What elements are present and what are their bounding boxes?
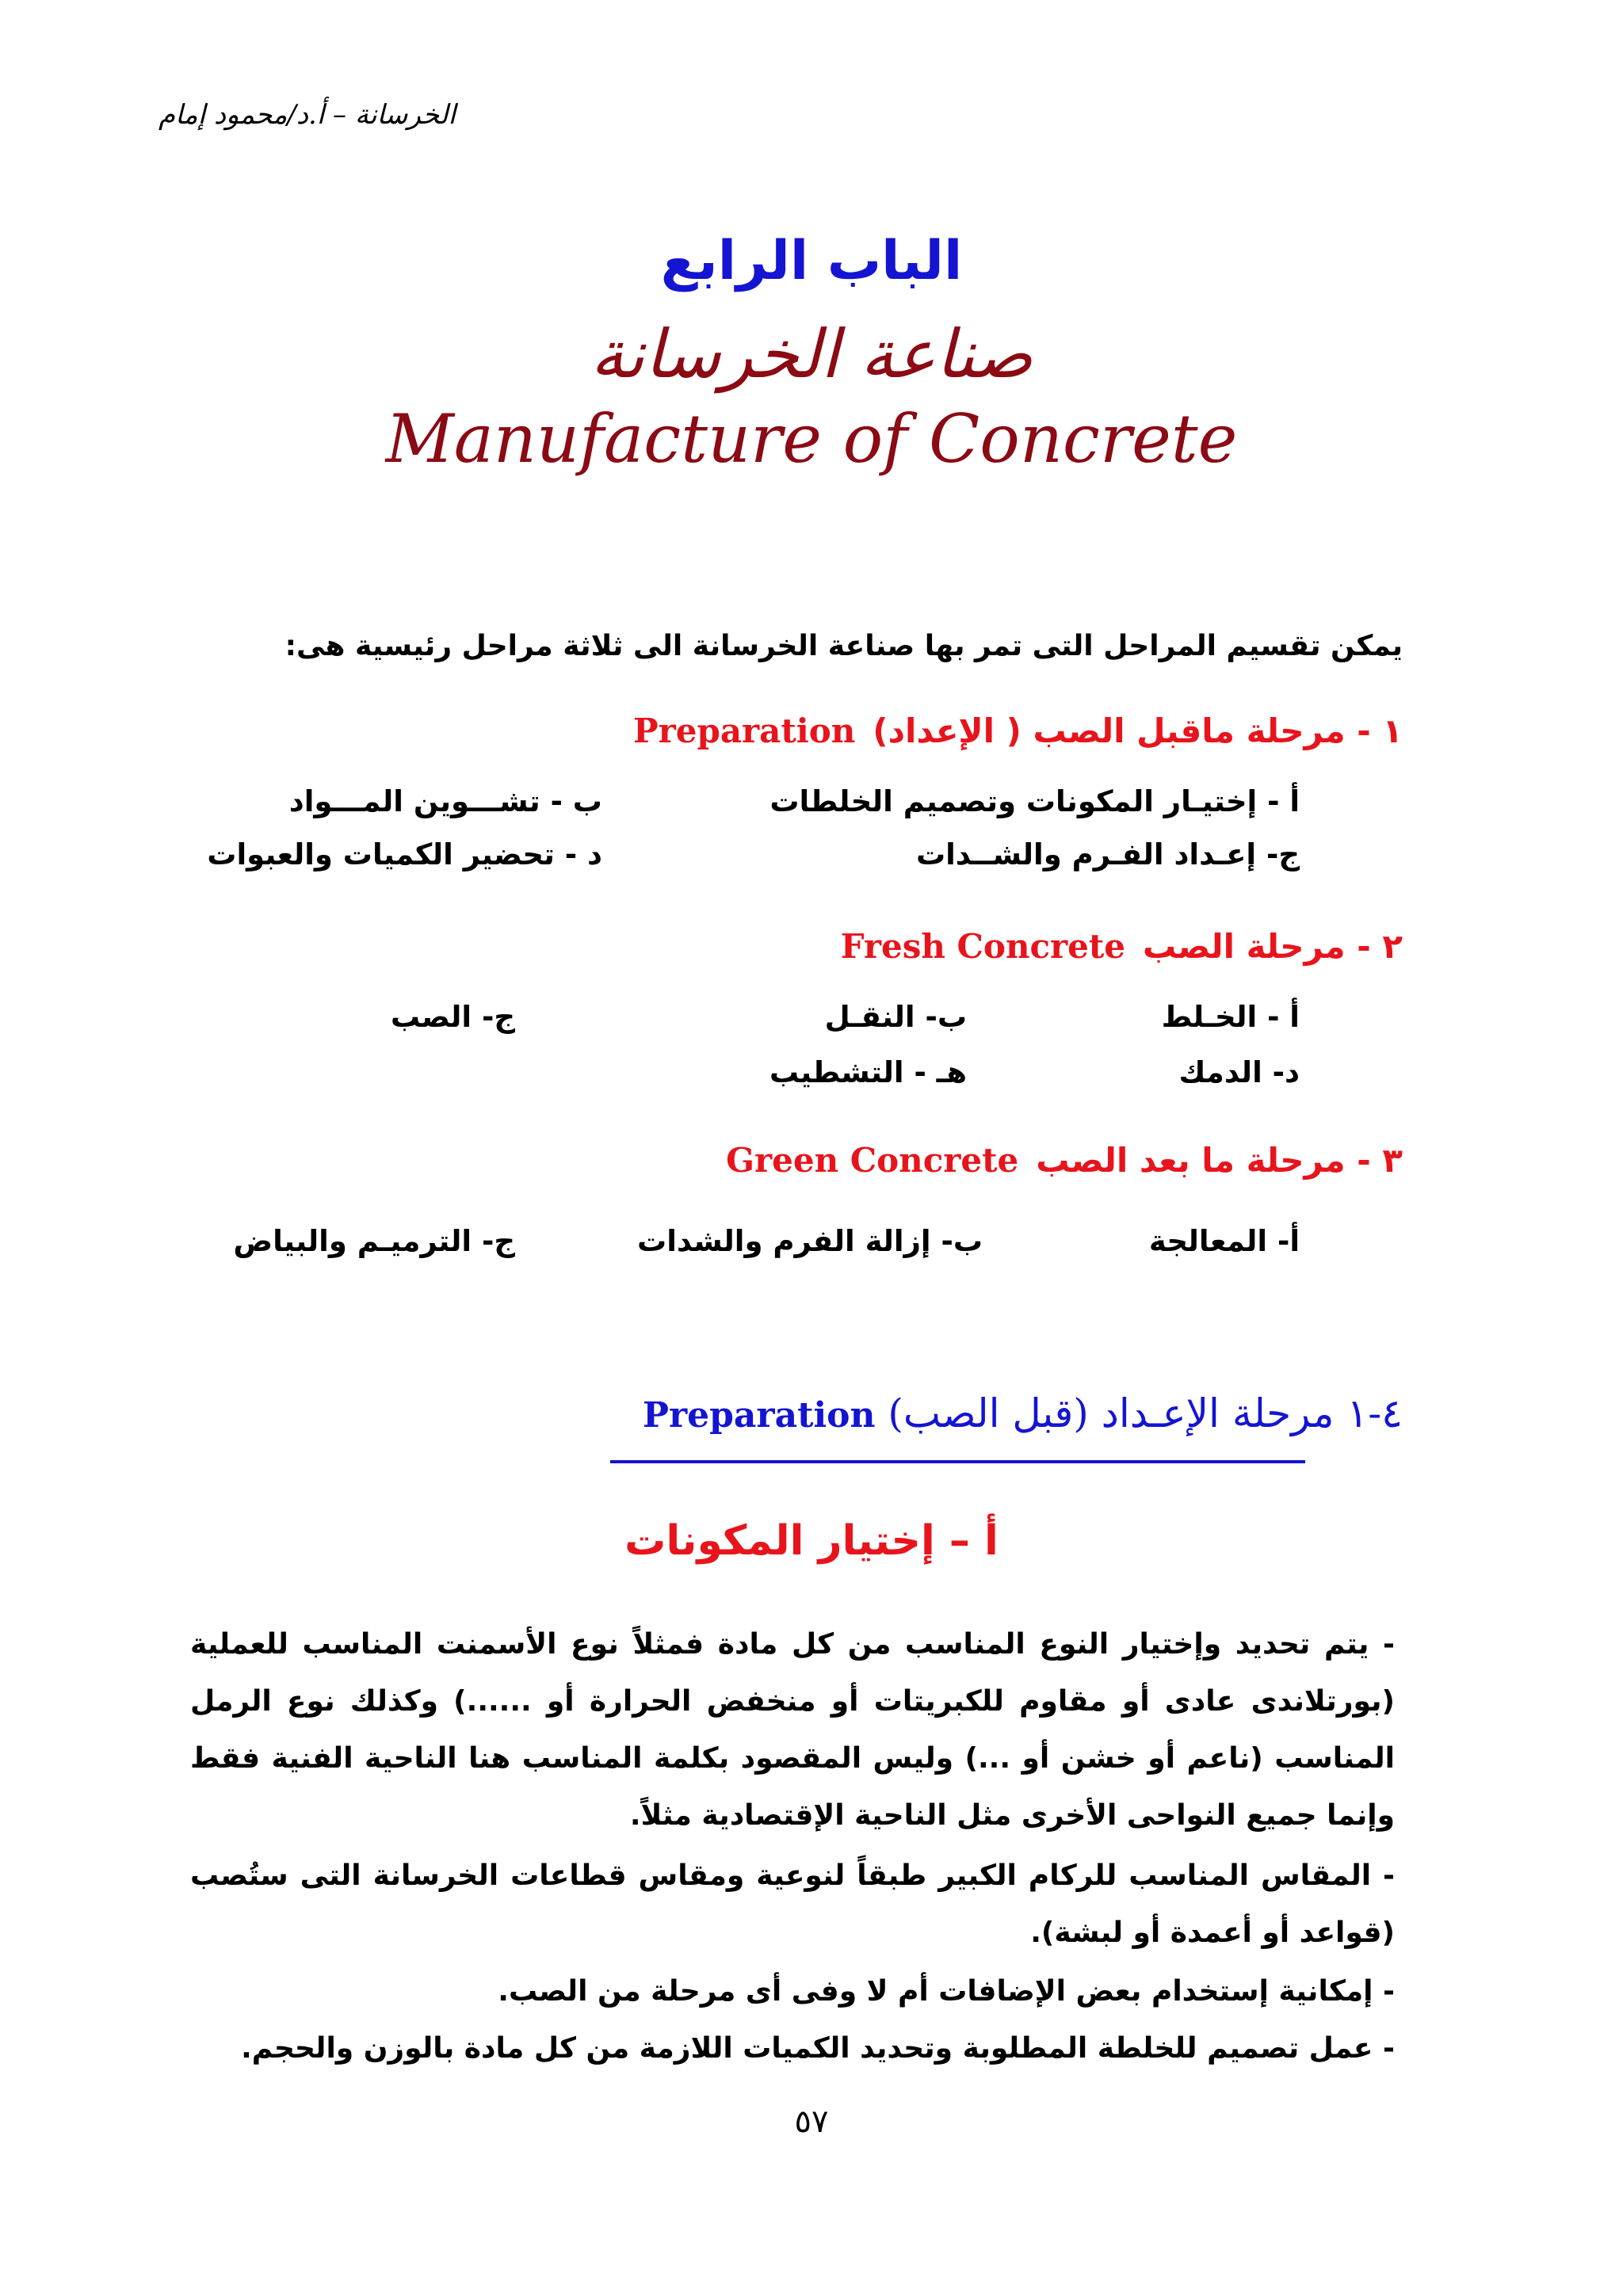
stage-2-item: أ - الخـلط	[1161, 1000, 1300, 1034]
section-heading-arabic: ٤-١ مرحلة الإعـداد (قبل الصب)	[888, 1390, 1403, 1436]
section-underline	[610, 1460, 1305, 1463]
chapter-title-arabic: صناعة الخرسانة	[590, 315, 1033, 393]
stage-3-item: ج- الترميـم والبياض	[233, 1224, 515, 1258]
section-heading-english: Preparation	[642, 1395, 876, 1436]
stage-1-item: ب - تشـــوين المـــواد	[288, 784, 602, 818]
stage-2-label: ٢ - مرحلة الصب	[1143, 927, 1403, 966]
page-number: ٥٧	[794, 2103, 829, 2140]
stage-3-label-en: Green Concrete	[726, 1141, 1019, 1180]
section-heading	[610, 1390, 1403, 1436]
bullet-item: - يتم تحديد وإختيار النوع المناسب من كل مادة فمثلاً نوع الأسمنت المناسب للعملية (بورتلاندى عادى أو مقاوم للكبريتات أو منخفض الحرارة أو ......) وكذلك نوع الرمل المناسب (ناعم أو خشن أو ...) وليس المقصود بكلمة المناسب هنا الناحية الفنية فقط وإنما جميع النواحى الأخرى مثل الناحية الإقتصادية مثلاً.	[190, 1628, 1395, 1832]
stage-1-item: د - تحضير الكميات والعبوات	[207, 837, 602, 871]
bullet-item: - إمكانية إستخدام بعض الإضافات أم لا وفى أى مرحلة من الصب.	[498, 1975, 1395, 2008]
stage-1-label: ١ - مرحلة ماقبل الصب ( الإعداد)	[873, 711, 1403, 750]
bullet-item: - عمل تصميم للخلطة المطلوبة وتحديد الكميات اللازمة من كل مادة بالوزن والحجم.	[241, 2032, 1395, 2065]
stage-3-item: ب- إزالة الفرم والشدات	[637, 1224, 983, 1258]
stage-1-item: ج- إعـداد الفـرم والشــدات	[915, 837, 1300, 871]
running-header: الخرسانة – أ.د/محمود إمام	[158, 99, 456, 131]
intro-paragraph: يمكن تقسيم المراحل التى تمر بها صناعة الخرسانة الى ثلاثة مراحل رئيسية هى:	[285, 630, 1403, 662]
chapter-label: الباب الرابع	[660, 230, 963, 292]
bullet-item: - المقاس المناسب للركام الكبير طبقاً لنوعية ومقاس قطاعات الخرسانة التى ستُصب (قواعد أو أعمدة أو لبشة).	[190, 1859, 1395, 1949]
stage-2-item: ج- الصب	[390, 1000, 515, 1034]
stage-2-label-en: Fresh Concrete	[840, 927, 1126, 966]
subsection-heading: أ – إختيار المكونات	[624, 1517, 999, 1565]
stage-3-item: أ- المعالجة	[1148, 1224, 1300, 1258]
stage-2-item: هـ - التشطيب	[769, 1055, 967, 1089]
stage-2-heading	[555, 927, 1403, 966]
stage-1-heading	[555, 711, 1403, 750]
stage-1-label-en: Preparation	[633, 711, 856, 750]
stage-3-label: ٣ - مرحلة ما بعد الصب	[1036, 1141, 1403, 1180]
stage-3-heading	[555, 1141, 1403, 1180]
stage-1-item: أ - إختيـار المكونات وتصميم الخلطات	[769, 784, 1300, 818]
chapter-title-english: Manufacture of Concrete	[385, 400, 1238, 478]
stage-2-item: د- الدمك	[1178, 1055, 1300, 1089]
stage-2-item: ب- النقـل	[824, 1000, 967, 1034]
